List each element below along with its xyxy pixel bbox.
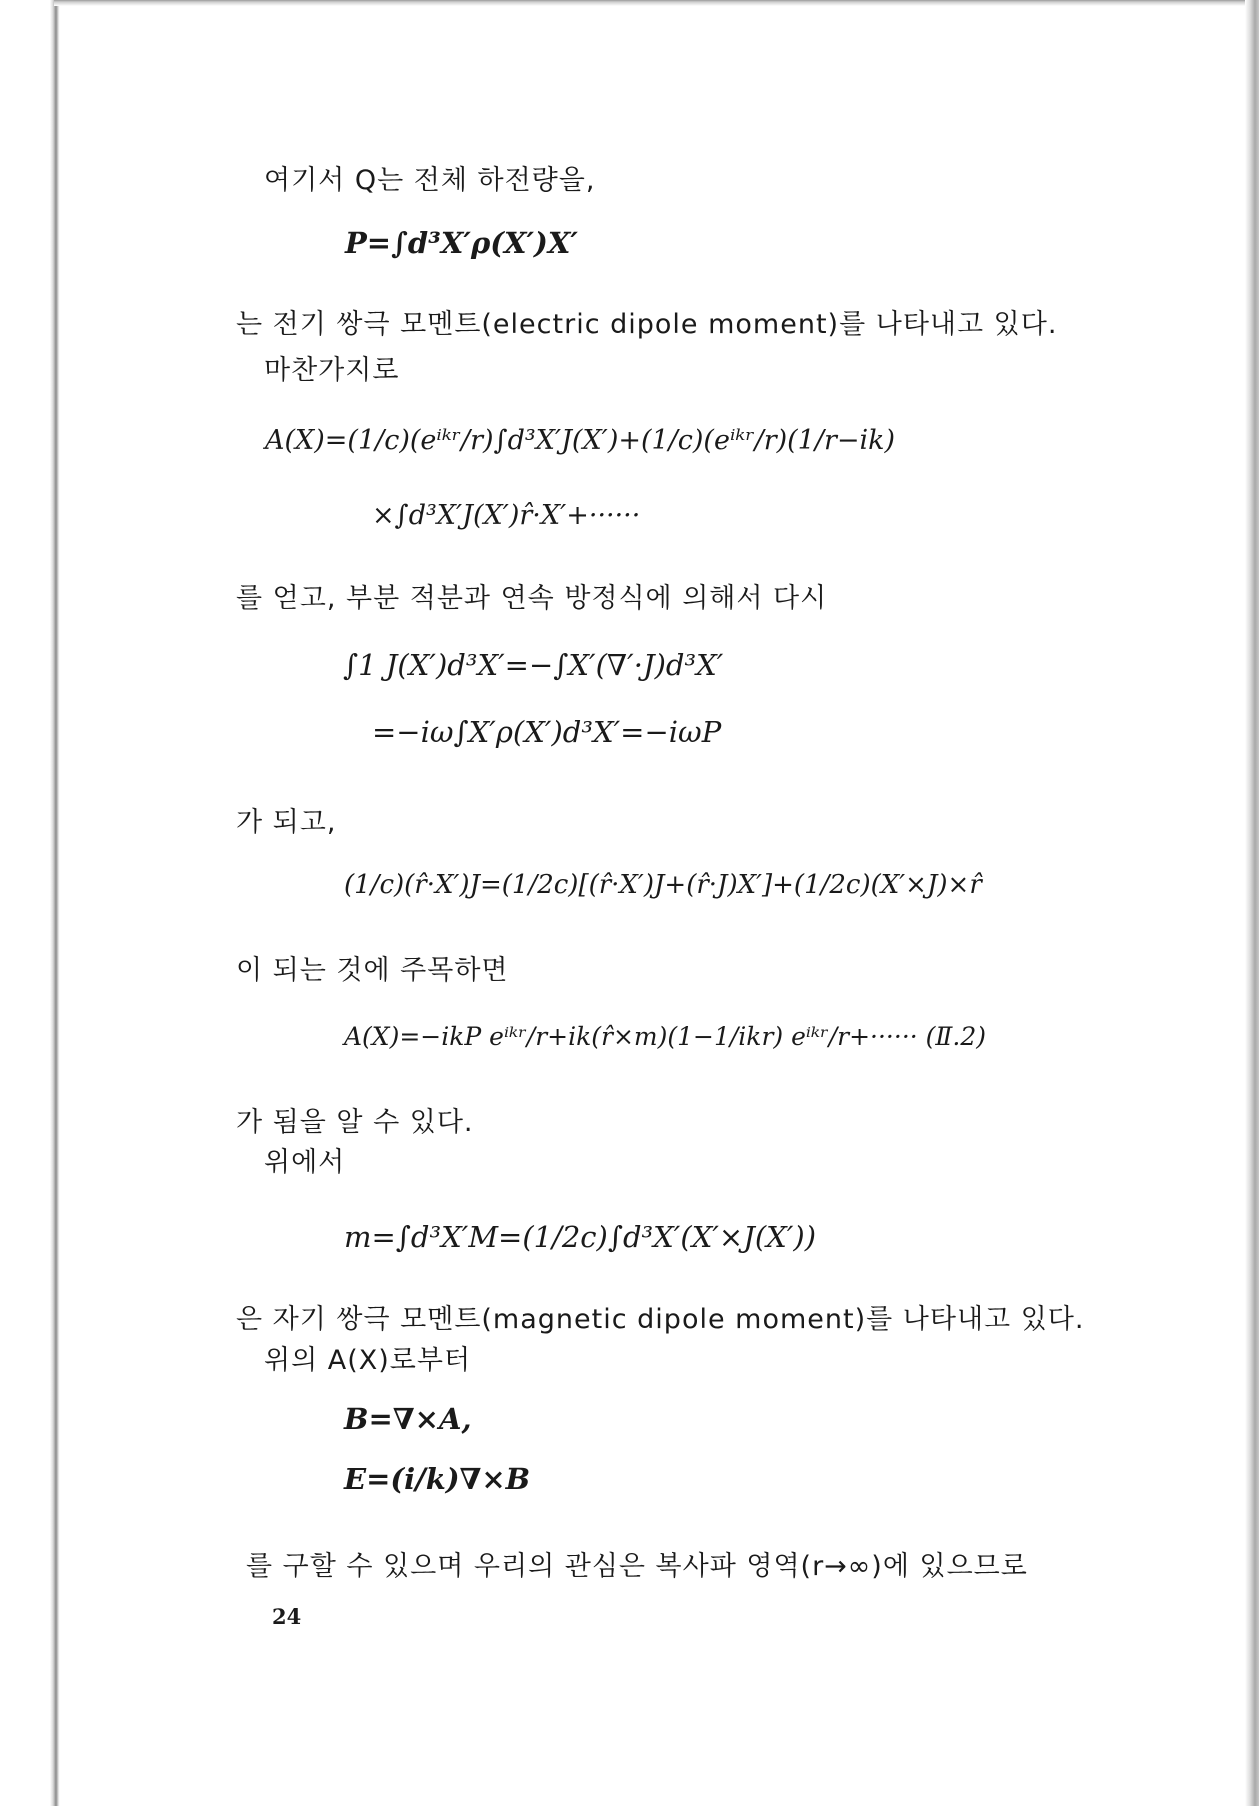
equation-integration-by-parts-cont: =−iω∫X′ρ(X′)d³X′=−iωP (372, 715, 722, 749)
text-line: 위의 A(X)로부터 (264, 1345, 472, 1376)
text-line: 가 되고, (236, 807, 337, 838)
equation-electric-field: E=(i/k)∇×B (344, 1462, 531, 1496)
equation-electric-dipole: P=∫d³X′ρ(X′)X′ (345, 226, 579, 260)
text-line: 는 전기 쌍극 모멘트(electric dipole moment)를 나타내고 있다. (236, 309, 1058, 340)
text-line: 를 구할 수 있으며 우리의 관심은 복사파 영역(r→∞)에 있으므로 (246, 1551, 1028, 1582)
text-line: 여기서 Q는 전체 하전량을, (264, 165, 596, 196)
text-line: 가 됨을 알 수 있다. (236, 1107, 474, 1138)
text-line: 이 되는 것에 주목하면 (236, 955, 509, 986)
text-line: 마찬가지로 (264, 355, 400, 386)
text-line: 위에서 (264, 1147, 346, 1178)
text-line: 은 자기 쌍극 모멘트(magnetic dipole moment)를 나타내고 있다. (236, 1304, 1085, 1335)
equation-identity: (1/c)(r̂·X′)J=(1/2c)[(r̂·X′)J+(r̂·J)X′]+(1/2c)(X′×J)×r̂ (344, 870, 982, 900)
equation-magnetic-dipole: m=∫d³X′M=(1/2c)∫d³X′(X′×J(X′)) (344, 1220, 817, 1254)
equation-vector-potential: A(X)=(1/c)(eⁱᵏʳ/r)∫d³X′J(X′)+(1/c)(eⁱᵏʳ/r)(1/r−ik) (265, 425, 896, 456)
equation-vector-potential-cont: ×∫d³X′J(X′)r̂·X′+······ (372, 500, 641, 531)
page-number: 24 (272, 1604, 302, 1629)
equation-magnetic-field: B=∇×A, (344, 1402, 472, 1436)
text-line: 를 얻고, 부분 적분과 연속 방정식에 의해서 다시 (236, 583, 828, 614)
equation-II-2: A(X)=−ikP eⁱᵏʳ/r+ik(r̂×m)(1−1/ikr) eⁱᵏʳ/r+······ (Ⅱ.2) (344, 1022, 987, 1051)
equation-integration-by-parts: ∫1 J(X′)d³X′=−∫X′(∇′·J)d³X′ (343, 648, 724, 682)
